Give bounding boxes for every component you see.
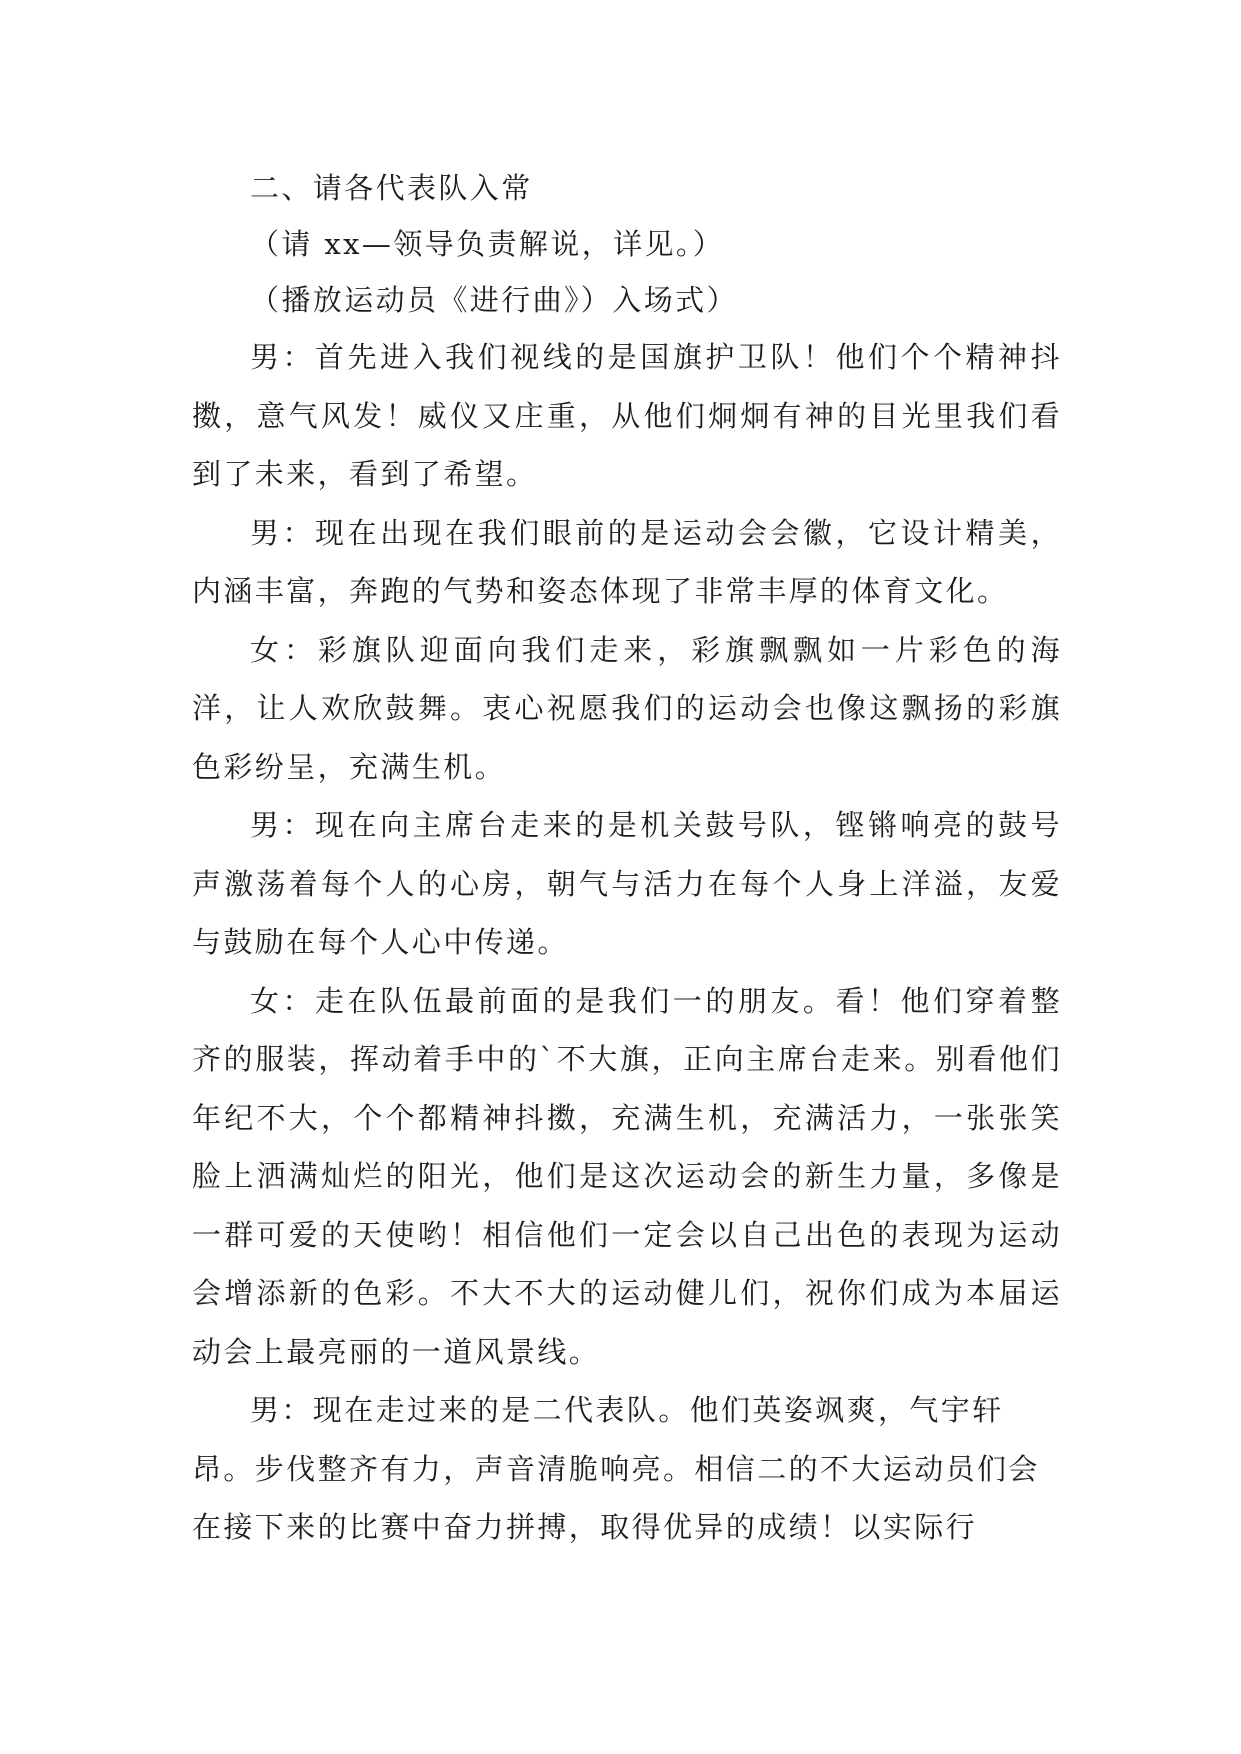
paragraph-team-two: 男：现在走过来的是二代表队。他们英姿飒爽，气宇轩昂。步伐整齐有力，声音清脆响亮。相信二的不大运动员们会在接下来的比赛中奋力拼搏，取得优异的成绩！以实际行 <box>192 1393 1040 1544</box>
paragraph-emblem: 男：现在出现在我们眼前的是运动会会徽，它设计精美，内涵丰富，奔跑的气势和姿态体现了非常丰厚的体育文化。 <box>192 515 1062 608</box>
paragraph-drum-band: 男：现在向主席台走来的是机关鼓号队，铿锵响亮的鼓号声激荡着每个人的心房，朝气与活力在每个人身上洋溢，友爱与鼓励在每个人心中传递。 <box>192 808 1062 959</box>
paragraph-color-flags: 女：彩旗队迎面向我们走来，彩旗飘飘如一片彩色的海洋，让人欢欣鼓舞。衷心祝愿我们的运动会也像这飘扬的彩旗色彩纷呈，充满生机。 <box>192 632 1062 784</box>
document-body <box>192 160 1062 1557</box>
note-line-2: （播放运动员《进行曲》）入场式） <box>250 283 738 317</box>
paragraph-team-one: 女：走在队伍最前面的是我们一的朋友。看！他们穿着整齐的服装，挥动着手中的`不大旗，正向主席台走来。别看他们年纪不大，个个都精神抖擞，充满生机，充满活力，一张张笑脸上洒满灿烂的阳光，他们是这次运动会的新生力量，多像是一群可爱的天使哟！相信他们一定会以自己出色的表现为运动会增添新的色彩。不大不大的运动健儿们，祝你们成为本届运动会上最亮丽的一道风景线。 <box>192 983 1062 1369</box>
note-line-1: （请 xx—领导负责解说，详见。） <box>250 227 725 261</box>
section-heading: 二、请各代表队入常 <box>250 171 533 205</box>
paragraph-flag-guard: 男：首先进入我们视线的是国旗护卫队！他们个个精神抖擞，意气风发！威仪又庄重，从他们炯炯有神的目光里我们看到了未来，看到了希望。 <box>192 340 1062 491</box>
